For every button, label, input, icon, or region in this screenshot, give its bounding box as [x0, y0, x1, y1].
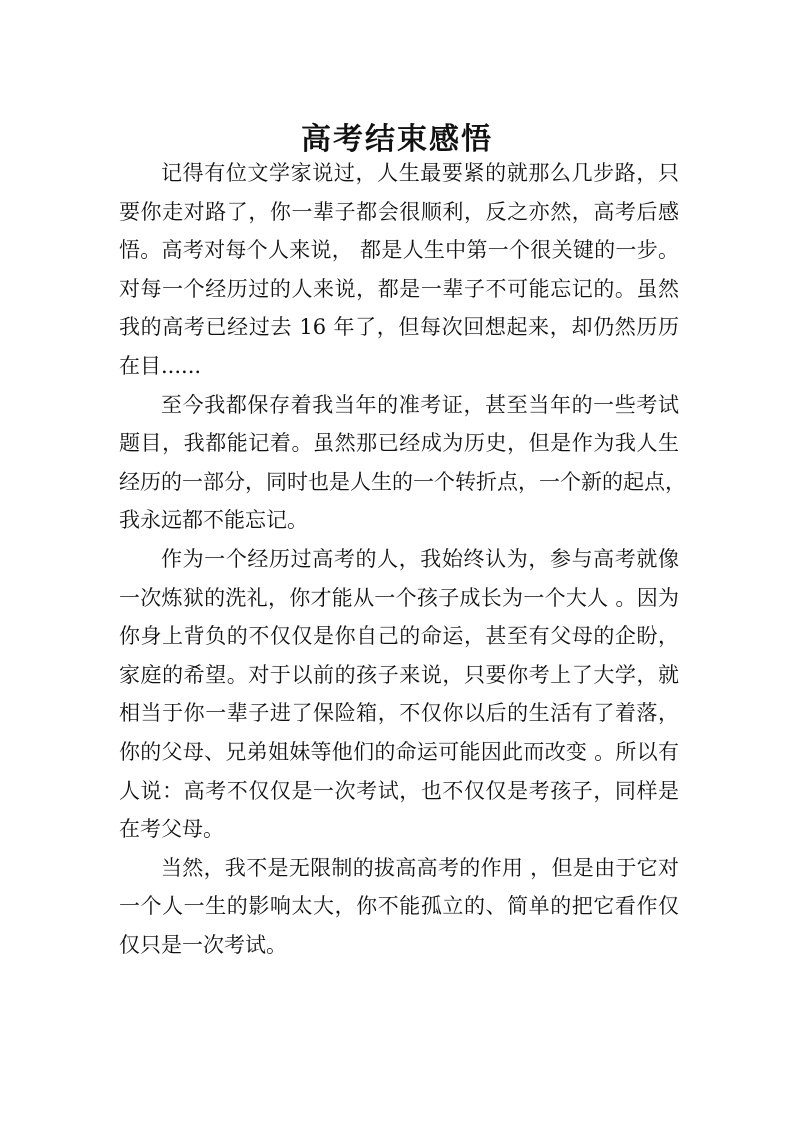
text-line: 你的父母、兄弟姐妹等他们的命运可能因此而改变 。所以有	[119, 739, 679, 764]
document-body	[119, 154, 686, 964]
text-line: 你身上背负的不仅仅是你自己的命运，甚至有父母的企盼，	[119, 624, 679, 649]
text-line: 相当于你一辈子进了保险箱，不仅你以后的生活有了着落，	[119, 701, 679, 726]
text-line: 要你走对路了，你一辈子都会很顺利，反之亦然，高考后感	[119, 199, 679, 224]
document-title: 高考结束感悟	[301, 122, 493, 158]
text-line: 在目......	[119, 353, 202, 378]
text-line: 作为一个经历过高考的人，我始终认为，参与高考就像	[161, 546, 679, 571]
text-line: 家庭的希望。对于以前的孩子来说，只要你考上了大学，就	[119, 662, 679, 687]
text-line: 至今我都保存着我当年的准考证，甚至当年的一些考试	[161, 392, 679, 417]
text-line: 对每一个经历过的人来说，都是一辈子不可能忘记的。虽然	[119, 276, 679, 301]
text-line: 经历的一部分，同时也是人生的一个转折点，一个新的起点，	[119, 469, 686, 494]
paragraph-4	[119, 849, 679, 965]
text-line: 我的高考已经过去 16 年了，但每次回想起来，却仍然历历	[119, 315, 679, 340]
text-line: 记得有位文学家说过，人生最要紧的就那么几步路，只	[161, 161, 679, 185]
text-line: 一个人一生的影响太大，你不能孤立的、简单的把它看作仅	[119, 894, 679, 919]
text-line: 当然，我不是无限制的拔高高考的作用 ，但是由于它对	[161, 855, 679, 880]
text-line: 悟。高考对每个人来说， 都是人生中第一个很关键的一步。	[119, 238, 679, 263]
paragraph-1	[119, 154, 679, 386]
text-line: 仅只是一次考试。	[119, 932, 287, 957]
paragraph-2	[119, 386, 686, 540]
text-line: 人说：高考不仅仅是一次考试，也不仅仅是考孩子，同样是	[119, 778, 679, 803]
paragraph-3	[119, 540, 679, 849]
text-line: 一次炼狱的洗礼，你才能从一个孩子成长为一个大人 。因为	[119, 585, 679, 610]
text-line: 我永远都不能忘记。	[119, 508, 308, 533]
text-line: 在考父母。	[119, 817, 224, 842]
text-line: 题目，我都能记着。虽然那已经成为历史，但是作为我人生	[119, 431, 679, 456]
